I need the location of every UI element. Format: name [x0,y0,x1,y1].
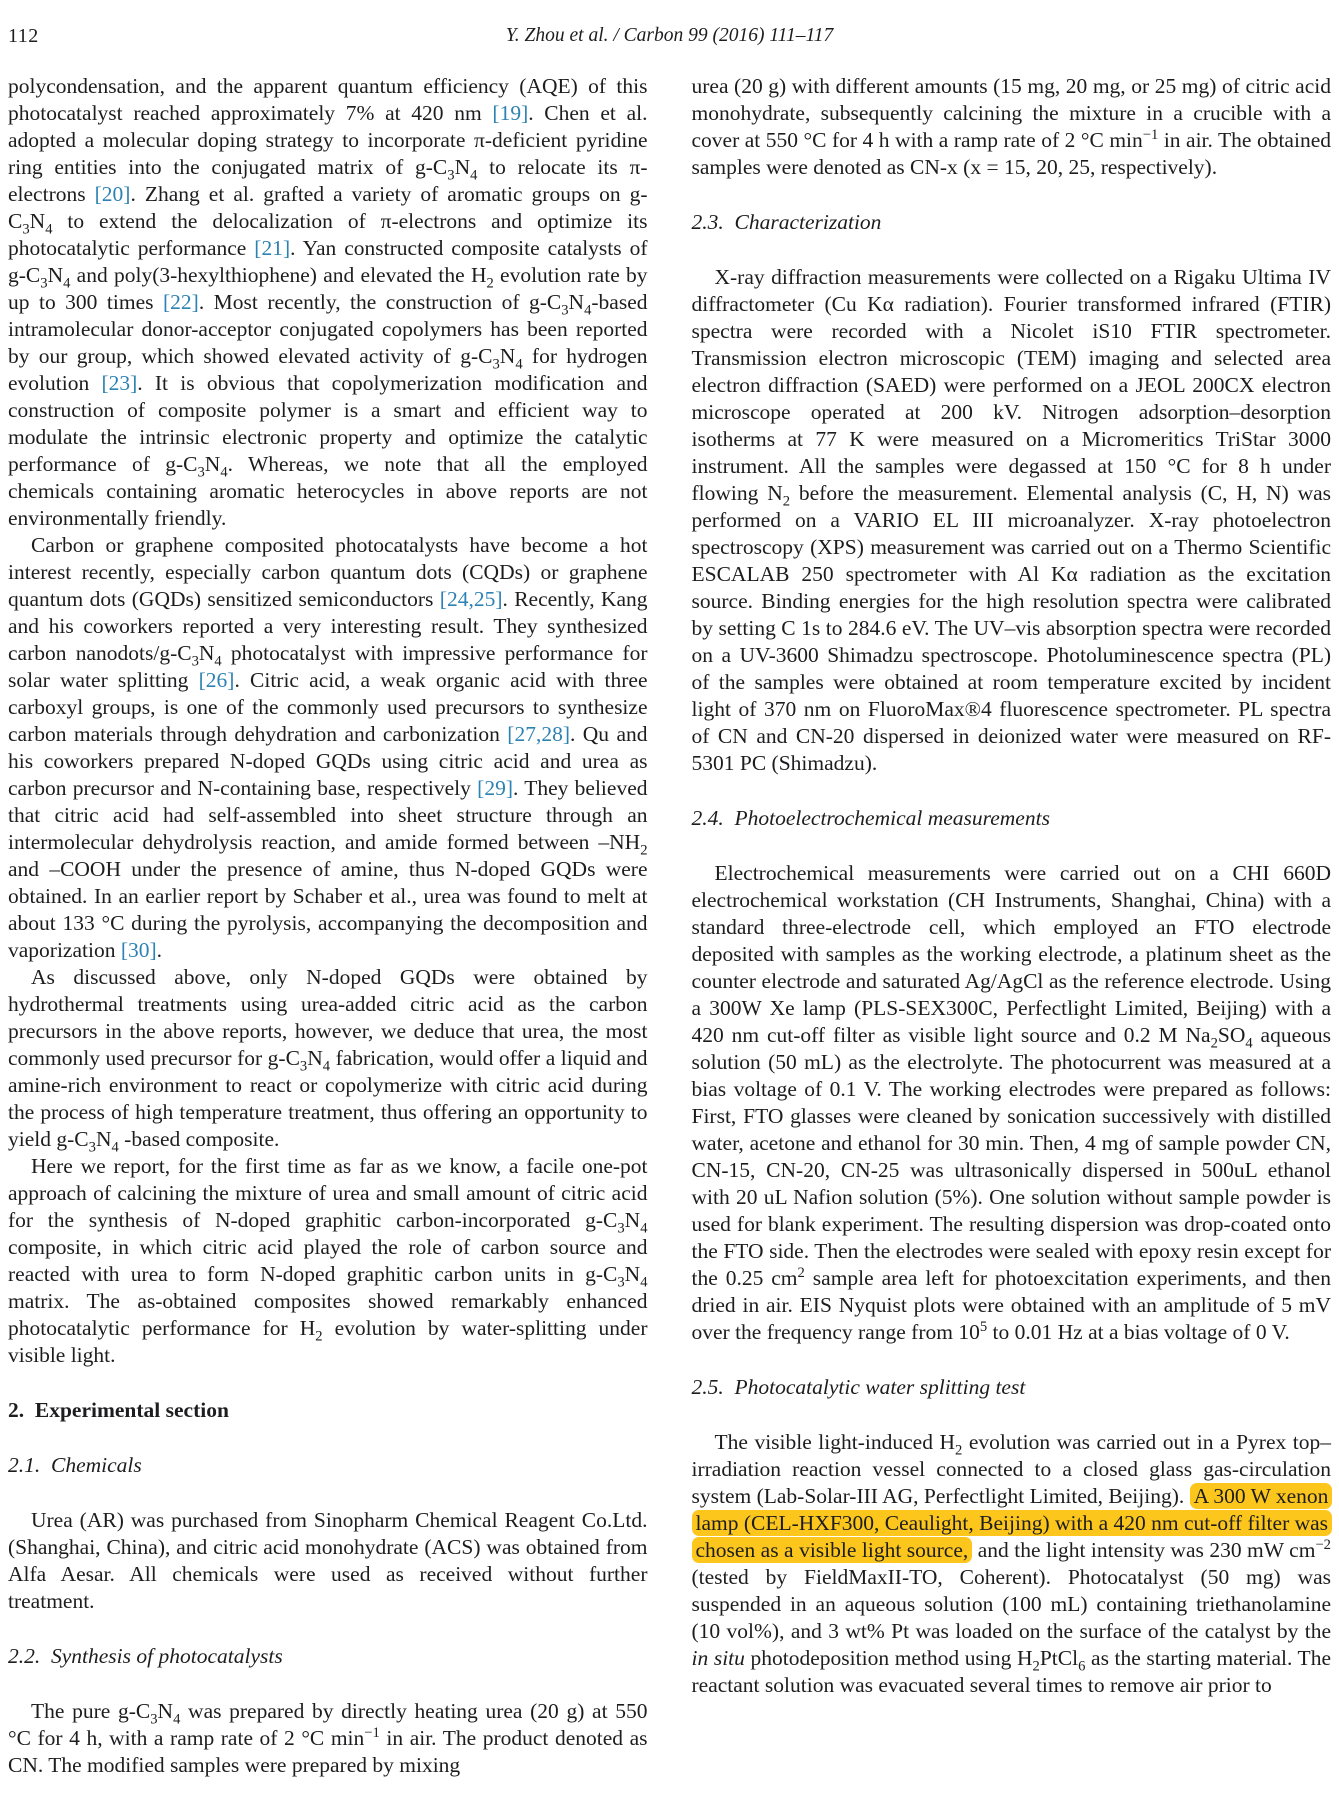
text-column-left [8,73,648,1779]
citation-link[interactable]: [23] [101,371,138,395]
subscript-text: 3 [40,275,48,292]
paragraph: The pure $g-C_3N_4$ was prepared by directly heating urea (20 g) at 550 °C for 4 h, with a ramp rate of 2 °C $\min^{-1}$ in air. The product denoted as CN. The modified samples were prepared by mixing [8,1699,648,1777]
paragraph: The visible light-induced $H_2$ evolution was carried out in a Pyrex top–irradiation reaction vessel connected to a closed glass gas-circulation system (Lab-Solar-III AG, Perfectlight Limited, Beijing). A 300 W xenon lamp (CEL-HXF300, Ceaulight, Beijing) with a 420 nm cut-off filter was chosen as a visible light source, and the light intensity was 230 mW $cm^{-2}$ (tested by FieldMaxII-TO, Coherent). Photocatalyst (50 mg) was suspended in an aqueous solution (100 mL) containing triethanolamine (10 vol%), and 3 wt% Pt was loaded on the surface of the catalyst by the in situ photodeposition method using $H_2PtCl_6$ as the starting material. The reactant solution was evacuated several times to remove air prior to [691,1430,1331,1697]
subscript-text: 2 [640,842,648,859]
highlighted-text: A 300 W xenon lamp (CEL-HXF300, Ceaulight, Beijing) with a 420 nm cut-off filter was chosen as a visible light source, [692,1483,1333,1563]
two-column-body [8,73,1331,1779]
subscript-text: 3 [492,356,500,373]
citation-link[interactable]: [30] [120,938,157,962]
paragraph: urea (20 g) with different amounts (15 mg, 20 mg, or 25 mg) of citric acid monohydrate, subsequently calcining the mixture in a crucible with a cover at 550 °C for 4 h with a ramp rate of 2 °C $\min^{-1}$ in air. The obtained samples were denoted as CN-x (x = 15, 20, 25, respectively). [691,74,1331,179]
subscript-text: 4 [63,275,71,292]
subscript-text: 3 [191,653,199,670]
subscript-text: 3 [617,1220,625,1237]
section-heading: 2. Experimental section [8,1398,229,1422]
subscript-text: 4 [45,221,53,238]
subscript-text: 2 [782,493,791,510]
subsection-heading: 2.4. Photoelectrochemical measurements [691,806,1050,830]
citation-link[interactable]: [20] [94,182,131,206]
subscript-text: 3 [447,167,455,184]
citation-link[interactable]: [29] [477,776,513,800]
subsection-heading: 2.5. Photocatalytic water splitting test [691,1375,1026,1399]
subscript-text: 4 [111,1139,119,1156]
paragraph: polycondensation, and the apparent quantum efficiency (AQE) of this photocatalyst reached approximately 7% at 420 nm [19]. Chen et al. adopted a molecular doping strategy to incorporate π-deficient pyridine ring entities into the conjugated matrix of $g-C_3N_4$ to relocate its π-electrons [20]. Zhang et al. grafted a variety of aromatic groups on $g-C_3N_4$ to extend the delocalization of π-electrons and optimize its photocatalytic performance [21]. Yan constructed composite catalysts of $g-C_3N_4$ and poly(3-hexylthiophene) and elevated the $H_2$ evolution rate by up to 300 times [22]. Most recently, the construction of $g-C_3N_4$-based intramolecular donor-acceptor conjugated copolymers has been reported by our group, which showed elevated activity of $g-C_3N_4$ for hydrogen evolution [23]. It is obvious that copolymerization modification and construction of composite polymer is a smart and efficient way to modulate the intrinsic electronic property and optimize the catalytic performance of $g-C_3N_4$. Whereas, we note that all the employed chemicals containing aromatic heterocycles in above reports are not environmentally friendly. [8,74,648,530]
subscript-text: 2 [1032,1658,1040,1675]
subscript-text: 4 [640,1220,648,1237]
citation-link[interactable]: [22] [162,290,199,314]
citation-link[interactable]: [27,28] [507,722,570,746]
citation-link[interactable]: [21] [254,236,291,260]
subscript-text: 4 [640,1274,648,1291]
subsection-heading: 2.1. Chemicals [8,1453,142,1477]
subscript-text: 4 [220,464,228,481]
subscript-text: 4 [322,1058,331,1075]
subscript-text: 2 [955,1442,963,1459]
page-number: 112 [8,25,39,47]
subsection-heading: 2.2. Synthesis of photocatalysts [8,1644,283,1668]
text-column-right [692,73,1332,1779]
subscript-text: 6 [1078,1658,1086,1675]
paragraph: Urea (AR) was purchased from Sinopharm Chemical Reagent Co.Ltd. (Shanghai, China), and citric acid monohydrate (ACS) was obtained from Alfa Aesar. All chemicals were used as received without further treatment. [8,1508,648,1613]
citation-link[interactable]: [24,25] [439,587,503,611]
subscript-text: 3 [561,302,569,319]
superscript-text: 5 [979,1318,988,1335]
subscript-text: 4 [173,1711,181,1728]
subscript-text: 4 [470,167,478,184]
superscript-text: −2 [1315,1536,1331,1553]
subscript-text: 4 [1245,1035,1253,1052]
paragraph: As discussed above, only N-doped GQDs were obtained by hydrothermal treatments using urea-added citric acid as the carbon precursors in the above reports, however, we deduce that urea, the most commonly used precursor for $g-C_3N_4$ fabrication, would offer a liquid and amine-rich environment to react or copolymerize with citric acid during the process of high temperature treatment, thus offering an opportunity to yield $g-C_3N_4$ -based composite. [8,965,648,1156]
paragraph: Electrochemical measurements were carried out on a CHI 660D electrochemical workstation (CH Instruments, Shanghai, China) with a standard three-electrode cell, which employed an FTO electrode deposited with samples as the working electrode, a platinum sheet as the counter electrode and saturated Ag/AgCl as the reference electrode. Using a 300W Xe lamp (PLS-SEX300C, Perfectlight Limited, Beijing) with a 420 nm cut-off filter as visible light source and 0.2 M $Na_2SO_4$ aqueous solution (50 mL) as the electrolyte. The photocurrent was measured at a bias voltage of 0.1 V. The working electrodes were prepared as follows: First, FTO glasses were cleaned by sonication successively with distilled water, acetone and ethanol for 30 min. Then, 4 mg of sample powder CN, CN-15, CN-20, CN-25 was ultrasonically dispersed in 500uL ethanol with 20 uL Nafion solution (5%). One solution without sample powder is used for blank experiment. The resulting dispersion was drop-coated onto the FTO side. Then the electrodes were sealed with epoxy resin except for the 0.25 $cm^2$ sample area left for photoexcitation experiments, and then dried in air. EIS Nyquist plots were obtained with an amplitude of 5 mV over the frequency range from $10^5$ to 0.01 Hz at a bias voltage of 0 V. [691,861,1331,1344]
subscript-text: 4 [515,356,523,373]
citation-link[interactable]: [19] [492,101,529,125]
subscript-text: 3 [197,464,205,481]
subscript-text: 3 [150,1711,158,1728]
subscript-text: 2 [315,1328,323,1345]
subscript-text: 3 [22,221,30,238]
subscript-text: 2 [1210,1035,1218,1052]
subscript-text: 4 [584,302,592,319]
superscript-text: −1 [1142,126,1159,143]
italic-text: in situ [691,1646,745,1670]
running-head: Y. Zhou et al. / Carbon 99 (2016) 111–117 [505,25,834,46]
subscript-text: 4 [214,653,222,670]
superscript-text: −1 [364,1724,380,1741]
subscript-text: 2 [486,275,494,292]
subscript-text: 3 [299,1058,308,1075]
paragraph: Carbon or graphene composited photocatalysts have become a hot interest recently, especially carbon quantum dots (CQDs) or graphene quantum dots (GQDs) sensitized semiconductors [24,25]. Recently, Kang and his coworkers reported a very interesting result. They synthesized carbon nanodots/$g-C_3N_4$ photocatalyst with impressive performance for solar water splitting [26]. Citric acid, a weak organic acid with three carboxyl groups, is one of the commonly used precursors to synthesize carbon materials through dehydration and carbonization [27,28]. Qu and his coworkers prepared N-doped GQDs using citric acid and urea as carbon precursor and N-containing base, respectively [29]. They believed that citric acid had self-assembled into sheet structure through an intermolecular dehydrolysis reaction, and amide formed between $-NH_2$ and –COOH under the presence of amine, thus N-doped GQDs were obtained. In an earlier report by Schaber et al., urea was found to melt at about 133 °C during the pyrolysis, accompanying the decomposition and vaporization [30]. [8,533,648,962]
paragraph: Here we report, for the first time as far as we know, a facile one-pot approach of calcining the mixture of urea and small amount of citric acid for the synthesis of N-doped graphitic carbon-incorporated $g-C_3N_4$ composite, in which citric acid played the role of carbon source and reacted with urea to form N-doped graphitic carbon units in $g-C_3N_4$ matrix. The as-obtained composites showed remarkably enhanced photocatalytic performance for $H_2$ evolution by water-splitting under visible light. [8,1154,648,1367]
superscript-text: 2 [797,1264,805,1281]
subscript-text: 3 [617,1274,625,1291]
citation-link[interactable]: [26] [198,668,235,692]
subsection-heading: 2.3. Characterization [691,210,882,234]
subscript-text: 3 [88,1139,96,1156]
paragraph: X-ray diffraction measurements were collected on a Rigaku Ultima IV diffractometer (Cu Kα radiation). Fourier transformed infrared (FTIR) spectra were recorded with a Nicolet iS10 FTIR spectrometer. Transmission electron microscopic (TEM) imaging and selected area electron diffraction (SAED) were performed on a JEOL 200CX electron microscope operated at 200 kV. Nitrogen adsorption–desorption isotherms at 77 K were measured on a Micromeritics TriStar 3000 instrument. All the samples were degassed at 150 °C for 8 h under flowing $N_2$ before the measurement. Elemental analysis (C, H, N) was performed on a VARIO EL III microanalyzer. X-ray photoelectron spectroscopy (XPS) measurement was carried out on a Thermo Scientific ESCALAB 250 spectrometer with Al Kα radiation as the excitation source. Binding energies for the high resolution spectra were calibrated by setting C 1s to 284.6 eV. The UV–vis absorption spectra were recorded on a UV-3600 Shimadzu spectroscope. Photoluminescence spectra (PL) of the samples were obtained at room temperature excited by incident light of 370 nm on FluoroMax®4 fluorescence spectrometer. PL spectra of CN and CN-20 dispersed in deionized water were measured on RF-5301 PC (Shimadzu). [691,265,1331,775]
